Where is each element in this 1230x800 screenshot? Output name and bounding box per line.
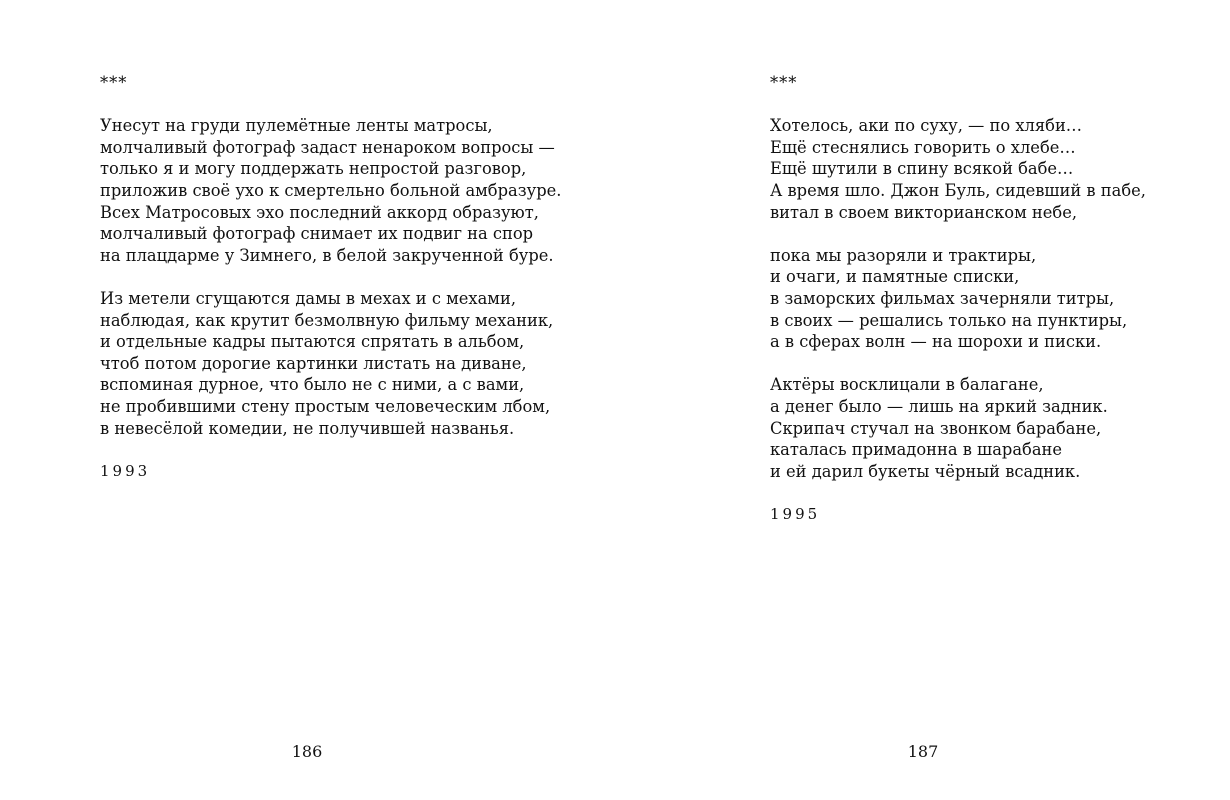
poem-line: молчаливый фотограф задаст ненароком вопросы —: [100, 137, 555, 157]
poem-left: [100, 72, 561, 482]
poem-line: и отдельные кадры пытаются спрятать в альбом,: [100, 332, 525, 352]
poem-line: Хотелось, аки по суху, — по хляби…: [770, 116, 1083, 136]
poem-line: чтоб потом дорогие картинки листать на диване,: [100, 353, 527, 373]
poem-line: витал в своем викторианском небе,: [770, 202, 1078, 222]
poem-year: 1993: [100, 461, 151, 480]
poem-line: А время шло. Джон Буль, сидевший в пабе,: [770, 180, 1146, 200]
poem-line: молчаливый фотограф снимает их подвиг на спор: [100, 224, 534, 244]
stanza: [770, 245, 1146, 353]
poem-year: 1995: [770, 504, 821, 523]
poem-line: вспоминая дурное, что было не с ними, а с вами,: [100, 375, 525, 395]
poem-line: в невесёлой комедии, не получившей названья.: [100, 418, 515, 438]
poem-line: Всех Матросовых эхо последний аккорд образуют,: [100, 202, 539, 222]
poem-line: Скрипач стучал на звонком барабане,: [770, 418, 1102, 438]
poem-line: Ещё шутили в спину всякой бабе…: [770, 159, 1074, 179]
poem-line: наблюдая, как крутит безмолвную фильму механик,: [100, 310, 554, 330]
poem-line: а в сферах волн — на шорохи и писки.: [770, 332, 1102, 352]
poem-separator: ***: [770, 73, 798, 92]
poem-line: Унесут на груди пулемётные ленты матросы,: [100, 116, 493, 136]
poem-line: приложив своё ухо к смертельно больной амбразуре.: [100, 180, 562, 200]
poem-line: Ещё стеснялись говорить о хлебе…: [770, 137, 1076, 157]
right-page: [615, 0, 1230, 800]
poem-line: и очаги, и памятные списки,: [770, 267, 1020, 287]
poem-separator: ***: [100, 73, 128, 92]
stanza: [100, 115, 561, 266]
poem-line: на плацдарме у Зимнего, в белой закрученной буре.: [100, 245, 554, 265]
stanza: [100, 288, 561, 439]
poem-line: каталась примадонна в шарабане: [770, 440, 1063, 460]
poem-line: а денег было — лишь на яркий задник.: [770, 396, 1108, 416]
poem-line: только я и могу поддержать непростой разговор,: [100, 159, 527, 179]
stanza: [770, 115, 1146, 223]
page-number: 186: [291, 742, 323, 761]
poem-line: Актёры восклицали в балагане,: [770, 375, 1044, 395]
poem-line: и ей дарил букеты чёрный всадник.: [770, 461, 1081, 481]
poem-line: в своих — решались только на пунктиры,: [770, 310, 1128, 330]
stanza: [770, 374, 1146, 482]
page-number: 187: [907, 742, 939, 761]
poem-right: [770, 72, 1146, 525]
poem-line: пока мы разоряли и трактиры,: [770, 245, 1037, 265]
poem-line: Из метели сгущаются дамы в мехах и с мехами,: [100, 288, 516, 308]
poem-line: не пробившими стену простым человеческим лбом,: [100, 396, 551, 416]
poem-line: в заморских фильмах зачерняли титры,: [770, 288, 1115, 308]
